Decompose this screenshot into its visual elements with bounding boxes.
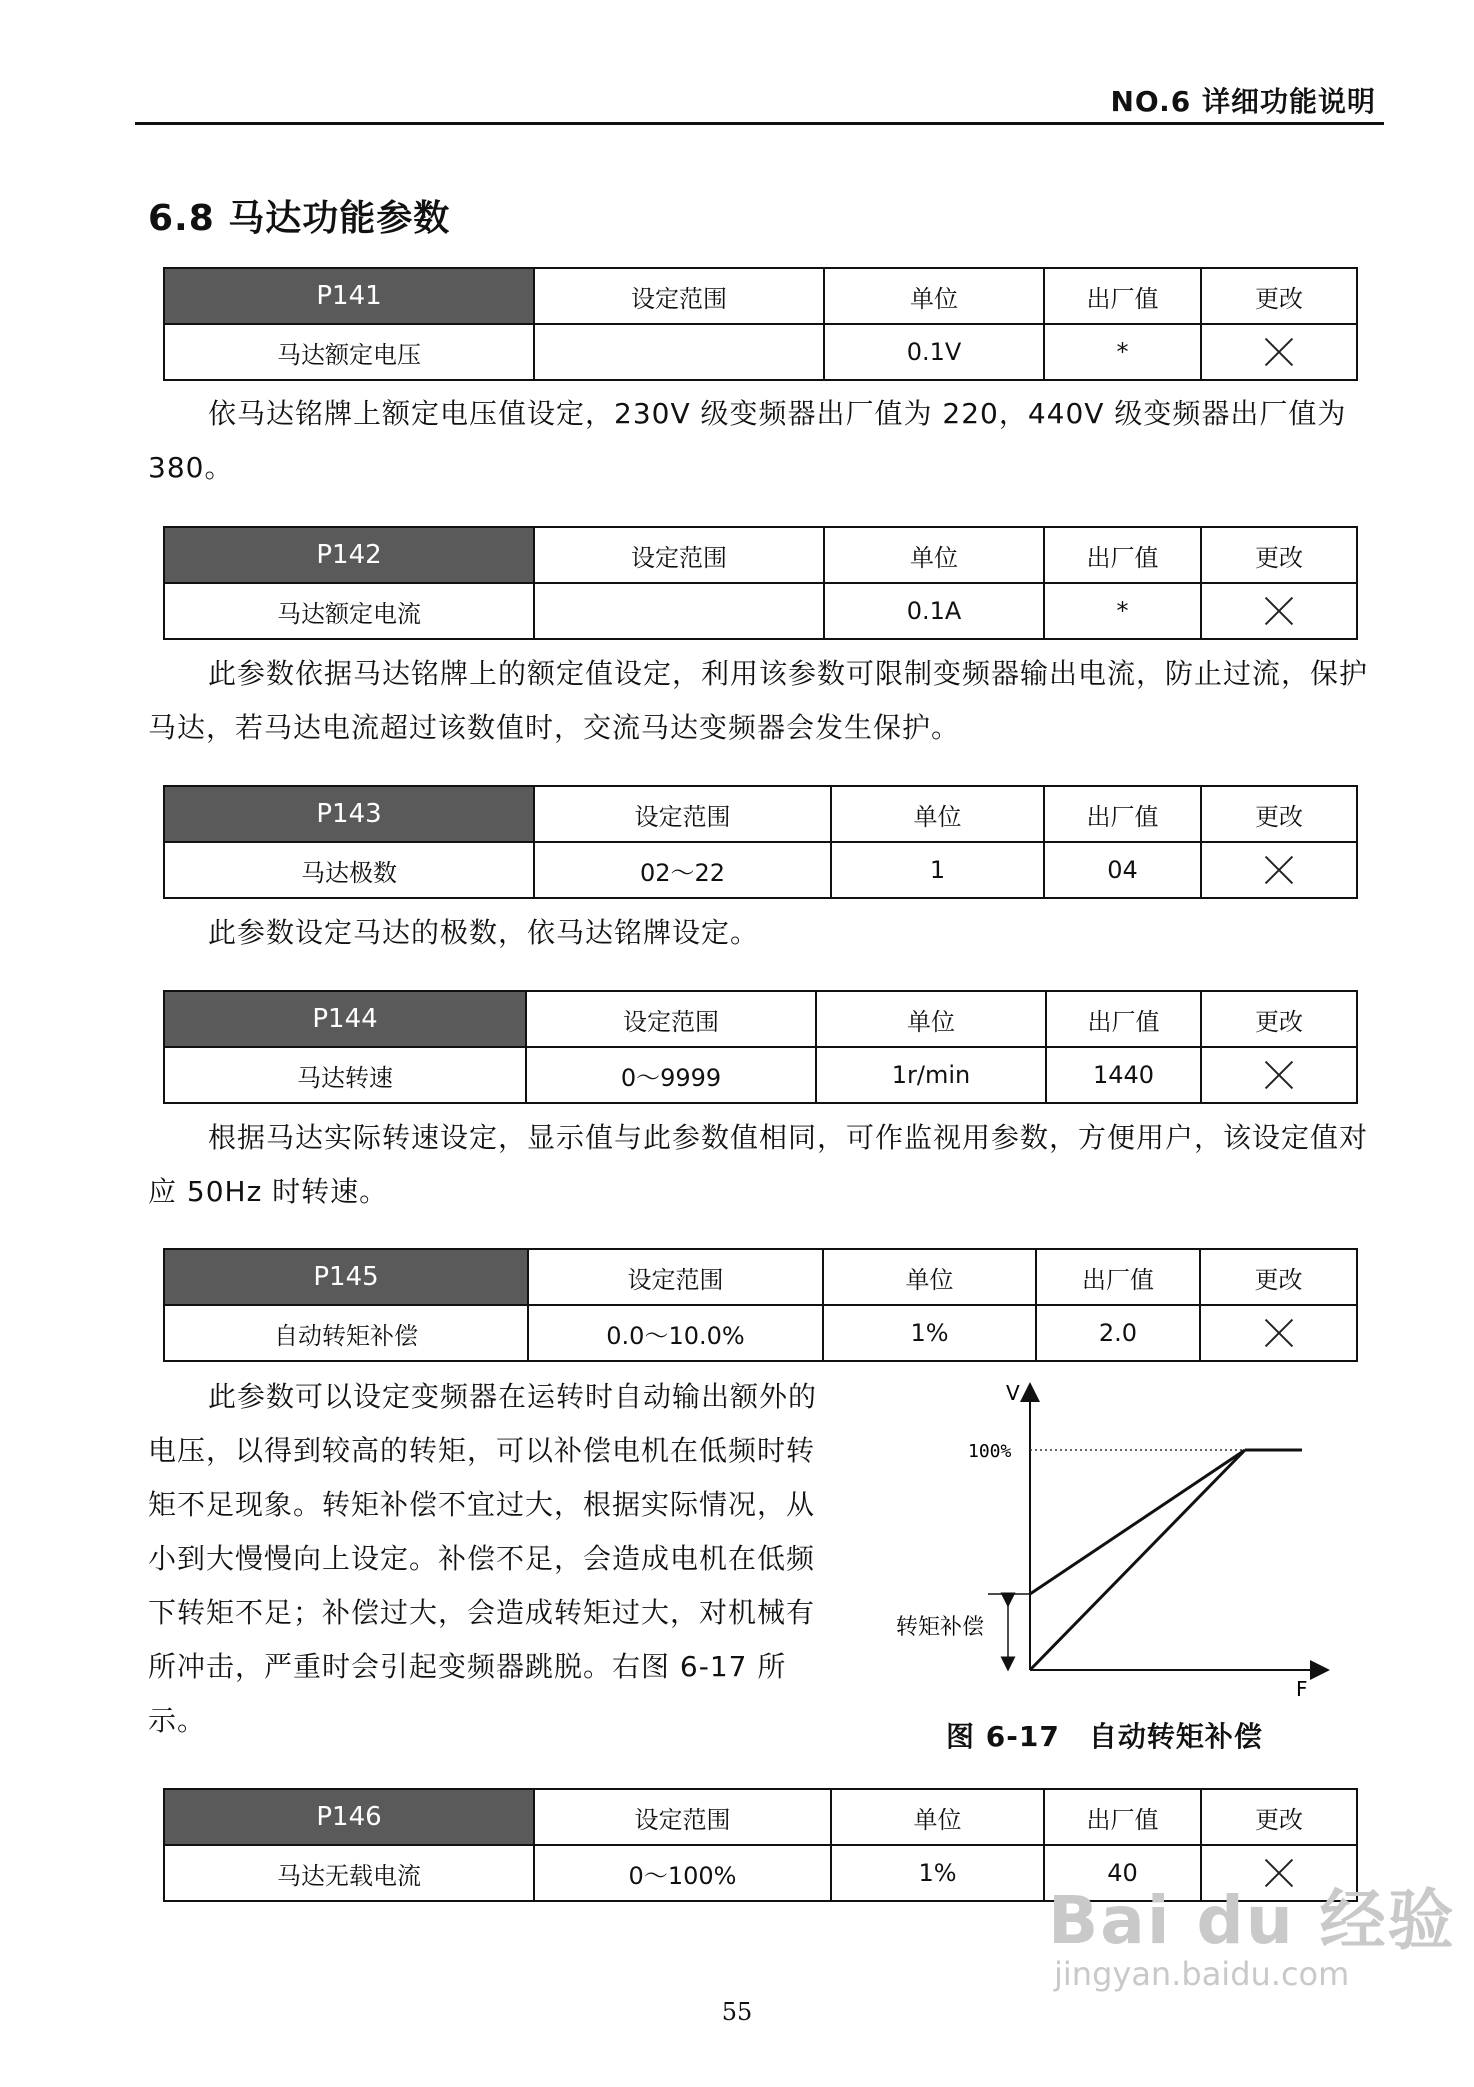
param-default: 2.0 — [1036, 1305, 1200, 1361]
param-name: 自动转矩补偿 — [164, 1305, 528, 1361]
param-name: 马达转速 — [164, 1047, 526, 1103]
unit-header: 单位 — [824, 527, 1044, 583]
param-code: P142 — [164, 527, 534, 583]
param-range: 02～22 — [534, 842, 831, 898]
param-unit: 1r/min — [816, 1047, 1046, 1103]
param-default: 40 — [1044, 1845, 1201, 1901]
param-name: 马达极数 — [164, 842, 534, 898]
unit-header: 单位 — [816, 991, 1046, 1047]
range-header: 设定范围 — [534, 527, 824, 583]
param-code: P143 — [164, 786, 534, 842]
change-header: 更改 — [1201, 786, 1357, 842]
param-table-p145 — [163, 1248, 1358, 1362]
cross-icon — [1264, 1060, 1294, 1090]
range-header: 设定范围 — [534, 1789, 831, 1845]
boosted-vf-curve — [1030, 1450, 1245, 1594]
unit-header: 单位 — [831, 786, 1044, 842]
cross-icon — [1264, 337, 1294, 367]
param-default: 04 — [1044, 842, 1201, 898]
description-p144: 根据马达实际转速设定，显示值与此参数值相同，可作监视用参数，方便用户，该设定值对应 50Hz 时转速。 — [148, 1121, 1369, 1208]
section-title: 6.8 马达功能参数 — [148, 198, 451, 239]
cross-icon — [1264, 855, 1294, 885]
change-cell — [1201, 842, 1357, 898]
cross-icon — [1264, 1318, 1294, 1348]
param-unit: 0.1V — [824, 324, 1044, 380]
description-p143: 此参数设定马达的极数，依马达铭牌设定。 — [208, 916, 760, 949]
param-code: P141 — [164, 268, 534, 324]
param-name: 马达无载电流 — [164, 1845, 534, 1901]
description-p142: 此参数依据马达铭牌上的额定值设定，利用该参数可限制变频器输出电流，防止过流，保护马达，若马达电流超过该数值时，交流马达变频器会发生保护。 — [148, 657, 1369, 744]
default-header: 出厂值 — [1046, 991, 1201, 1047]
figure-caption: 图 6-17 自动转矩补偿 — [946, 1720, 1263, 1753]
param-unit: 1% — [831, 1845, 1044, 1901]
param-name: 马达额定电压 — [164, 324, 534, 380]
param-table-p141 — [163, 267, 1358, 381]
watermark-url: jingyan.baidu.com — [1054, 1955, 1350, 1993]
chapter-header: NO.6 详细功能说明 — [1110, 85, 1376, 118]
range-header: 设定范围 — [534, 268, 824, 324]
param-code: P144 — [164, 991, 526, 1047]
range-header: 设定范围 — [526, 991, 816, 1047]
param-table-p143 — [163, 785, 1358, 899]
default-header: 出厂值 — [1044, 786, 1201, 842]
param-name: 马达额定电流 — [164, 583, 534, 639]
change-header: 更改 — [1201, 527, 1357, 583]
param-table-p144 — [163, 990, 1358, 1104]
level-label: 100% — [968, 1441, 1012, 1462]
param-unit: 1% — [823, 1305, 1036, 1361]
unit-header: 单位 — [823, 1249, 1036, 1305]
default-header: 出厂值 — [1044, 527, 1201, 583]
unit-header: 单位 — [831, 1789, 1044, 1845]
torque-compensation-diagram — [880, 1372, 1360, 1702]
param-code: P146 — [164, 1789, 534, 1845]
baidu-logo: Bai du 经验 — [1048, 1882, 1456, 1959]
header-rule — [135, 122, 1384, 125]
param-table-p142 — [163, 526, 1358, 640]
param-default: 1440 — [1046, 1047, 1201, 1103]
cross-icon — [1264, 596, 1294, 626]
change-header: 更改 — [1201, 1789, 1357, 1845]
default-header: 出厂值 — [1044, 268, 1201, 324]
change-cell — [1200, 1305, 1357, 1361]
param-default: * — [1044, 583, 1201, 639]
boost-label: 转矩补偿 — [896, 1615, 985, 1640]
x-axis-label: F — [1296, 1677, 1308, 1701]
change-header: 更改 — [1201, 268, 1357, 324]
param-unit: 0.1A — [824, 583, 1044, 639]
param-code: P145 — [164, 1249, 528, 1305]
baidu-watermark — [1048, 1882, 1456, 1994]
param-range: 0.0～10.0% — [528, 1305, 823, 1361]
param-default: * — [1044, 324, 1201, 380]
base-vf-curve — [1030, 1450, 1245, 1670]
default-header: 出厂值 — [1044, 1789, 1201, 1845]
range-header: 设定范围 — [534, 786, 831, 842]
default-header: 出厂值 — [1036, 1249, 1200, 1305]
change-cell — [1201, 324, 1357, 380]
param-range: 0～100% — [534, 1845, 831, 1901]
page-number: 55 — [721, 1998, 753, 2026]
param-unit: 1 — [831, 842, 1044, 898]
description-p141: 依马达铭牌上额定电压值设定，230V 级变频器出厂值为 220，440V 级变频器出厂值为 380。 — [148, 397, 1347, 484]
param-range: 0～9999 — [526, 1047, 816, 1103]
range-header: 设定范围 — [528, 1249, 823, 1305]
change-cell — [1201, 583, 1357, 639]
y-axis-label: V — [1006, 1381, 1020, 1405]
change-cell — [1201, 1047, 1357, 1103]
description-p145: 此参数可以设定变频器在运转时自动输出额外的电压，以得到较高的转矩，可以补偿电机在低频时转矩不足现象。转矩补偿不宜过大，根据实际情况，从小到大慢慢向上设定。补偿不足，会造成电机在低频下转矩不足；补偿过大，会造成转矩过大，对机械有所冲击，严重时会引起变频器跳脱。右图 6-17 所示。 — [148, 1380, 818, 1737]
change-header: 更改 — [1200, 1249, 1357, 1305]
unit-header: 单位 — [824, 268, 1044, 324]
param-range — [534, 583, 824, 639]
param-range — [534, 324, 824, 380]
change-header: 更改 — [1201, 991, 1357, 1047]
